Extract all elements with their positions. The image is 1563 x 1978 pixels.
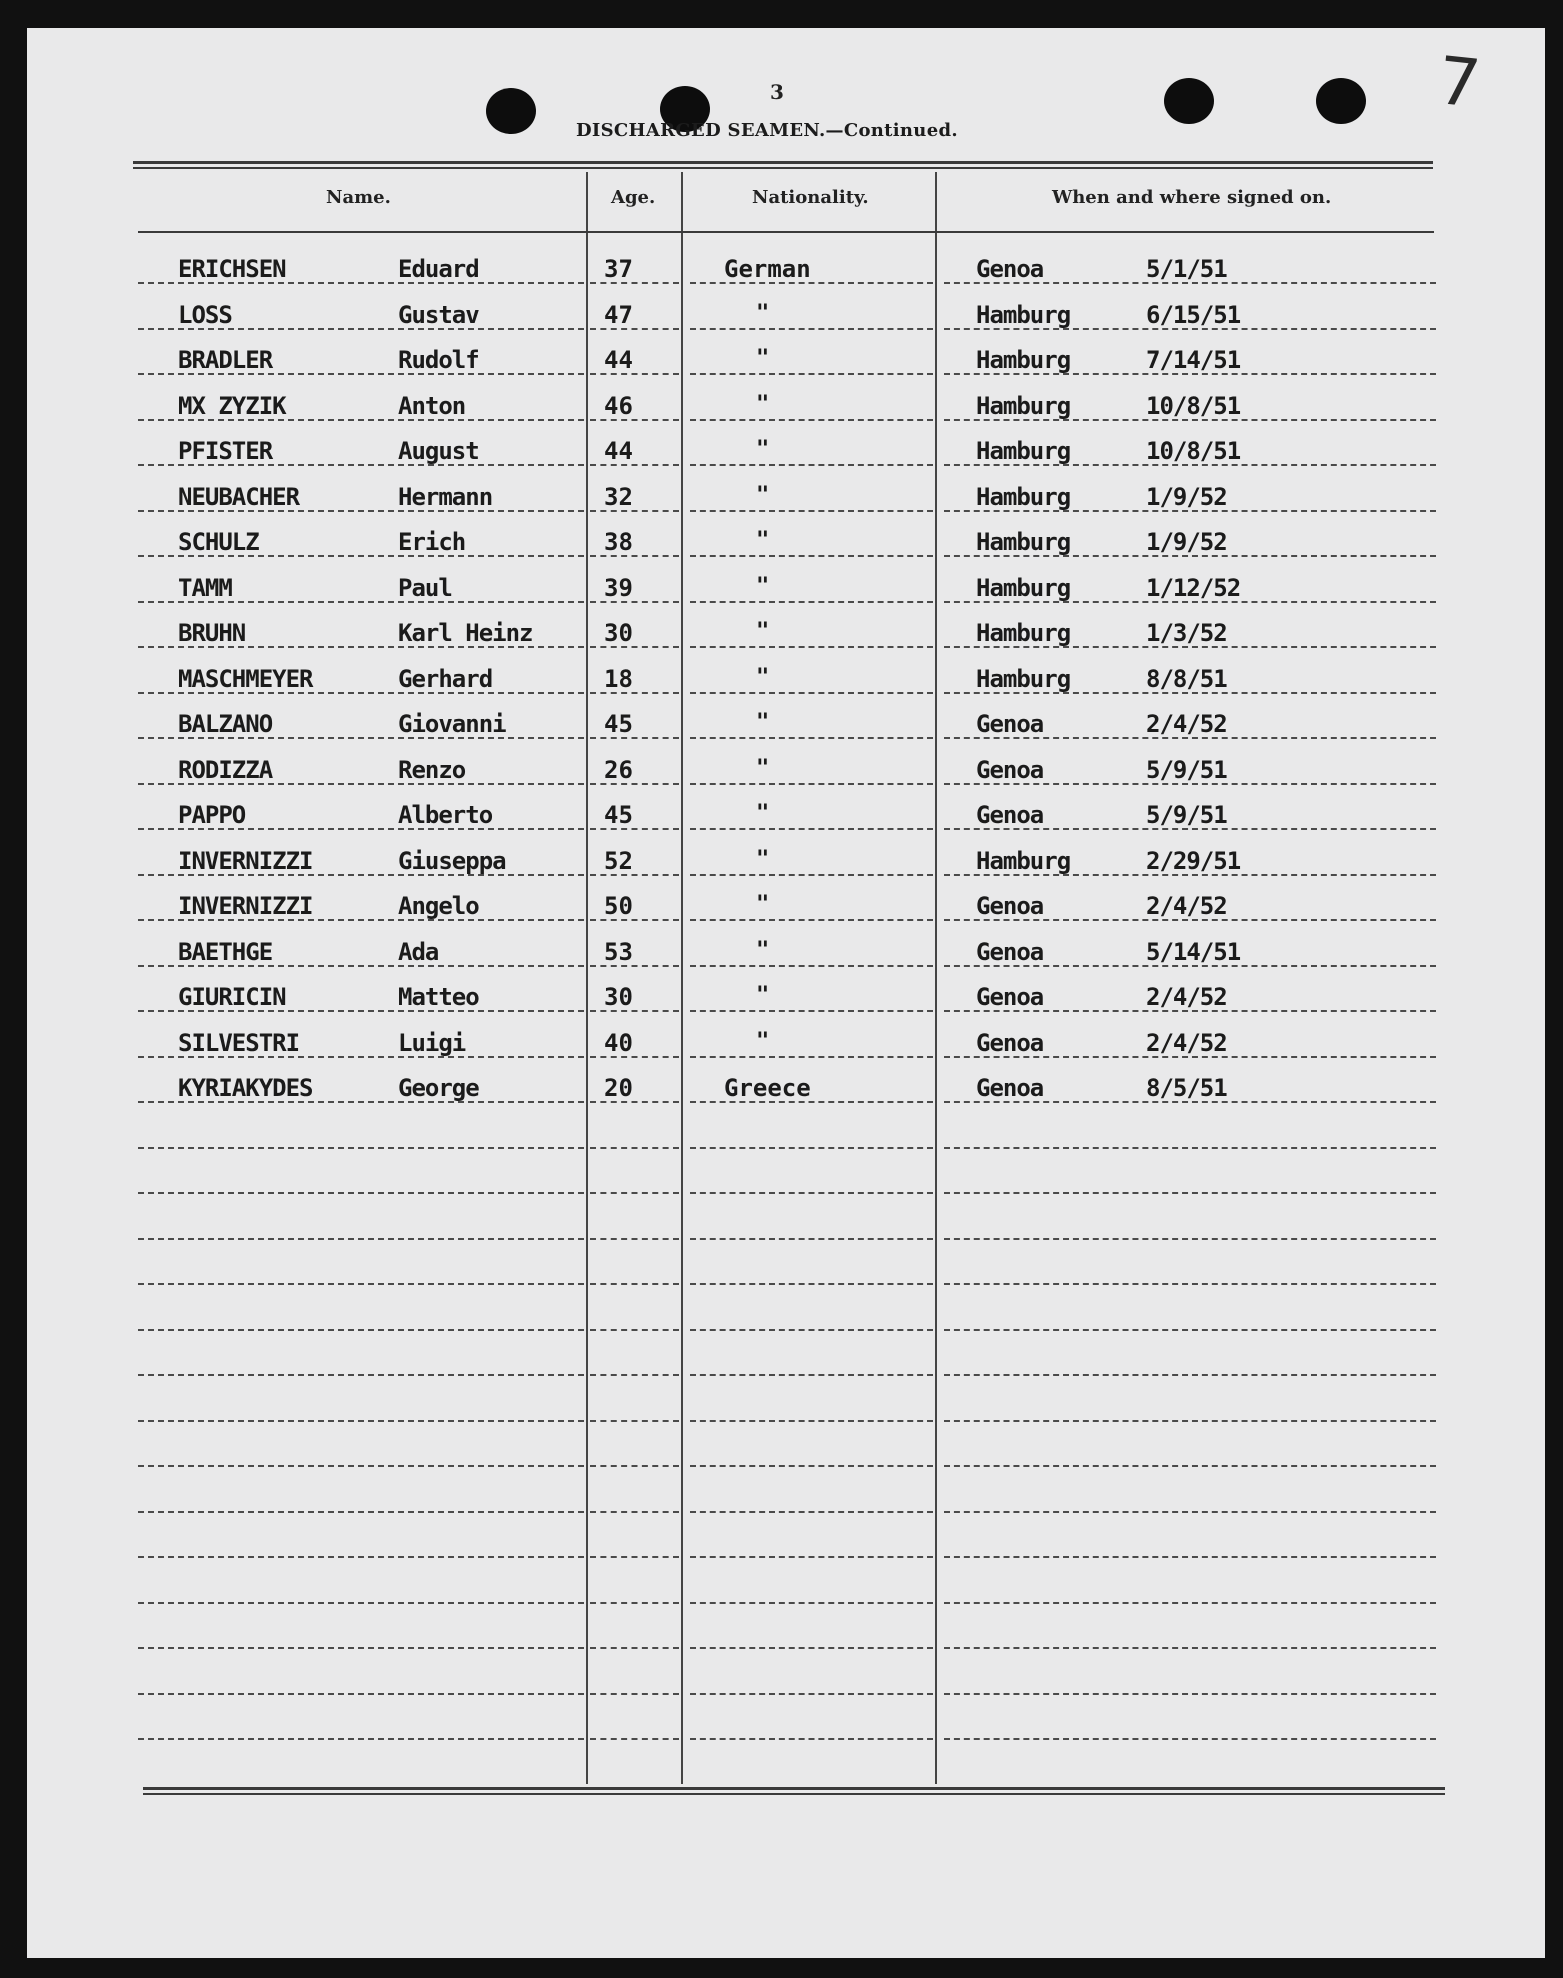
dotted-rule bbox=[138, 1420, 584, 1422]
given-name-cell: Karl Heinz bbox=[398, 619, 533, 647]
date-cell: 8/8/51 bbox=[1146, 665, 1227, 693]
dotted-rule bbox=[690, 1511, 933, 1513]
age-cell: 53 bbox=[604, 938, 633, 966]
table-row bbox=[0, 892, 1563, 936]
dotted-rule bbox=[690, 1192, 933, 1194]
footer-rule bbox=[143, 1787, 1445, 1790]
age-cell: 26 bbox=[604, 756, 633, 784]
table-row bbox=[0, 437, 1563, 481]
dotted-rule bbox=[138, 1238, 584, 1240]
age-cell: 30 bbox=[604, 983, 633, 1011]
given-name-cell: Hermann bbox=[398, 483, 493, 511]
table-row bbox=[0, 756, 1563, 800]
dotted-rule bbox=[690, 282, 933, 284]
age-cell: 47 bbox=[604, 301, 633, 329]
dotted-rule bbox=[138, 965, 584, 967]
given-name-cell: Giovanni bbox=[398, 710, 506, 738]
dotted-rule bbox=[690, 1602, 933, 1604]
date-cell: 5/9/51 bbox=[1146, 801, 1227, 829]
dotted-rule bbox=[944, 919, 1436, 921]
surname-cell: BRUHN bbox=[178, 619, 246, 647]
dotted-rule bbox=[690, 1283, 933, 1285]
date-cell: 2/4/52 bbox=[1146, 983, 1227, 1011]
dotted-rule bbox=[690, 737, 933, 739]
dotted-rule bbox=[944, 1556, 1436, 1558]
nationality-cell: " bbox=[756, 847, 770, 872]
age-cell: 44 bbox=[604, 437, 633, 465]
dotted-rule bbox=[944, 692, 1436, 694]
dotted-rule bbox=[138, 692, 584, 694]
date-cell: 1/9/52 bbox=[1146, 528, 1227, 556]
dotted-rule bbox=[138, 919, 584, 921]
age-cell: 50 bbox=[604, 892, 633, 920]
dotted-rule bbox=[138, 1556, 584, 1558]
dotted-rule bbox=[690, 601, 933, 603]
nationality-cell: " bbox=[756, 301, 770, 326]
dotted-rule bbox=[690, 1465, 933, 1467]
port-cell: Genoa bbox=[976, 801, 1044, 829]
surname-cell: PFISTER bbox=[178, 437, 273, 465]
surname-cell: PAPPO bbox=[178, 801, 246, 829]
dotted-rule bbox=[690, 828, 933, 830]
age-cell: 37 bbox=[604, 255, 633, 283]
dotted-rule bbox=[590, 601, 679, 603]
dotted-rule bbox=[590, 828, 679, 830]
handwritten-page-mark: 7 bbox=[1434, 42, 1484, 123]
given-name-cell: Erich bbox=[398, 528, 466, 556]
given-name-cell: Luigi bbox=[398, 1029, 466, 1057]
dotted-rule bbox=[590, 373, 679, 375]
table-row bbox=[0, 255, 1563, 299]
age-cell: 45 bbox=[604, 710, 633, 738]
dotted-rule bbox=[690, 965, 933, 967]
dotted-rule bbox=[590, 1693, 679, 1695]
given-name-cell: Gerhard bbox=[398, 665, 493, 693]
dotted-rule bbox=[690, 783, 933, 785]
date-cell: 7/14/51 bbox=[1146, 346, 1241, 374]
dotted-rule bbox=[690, 1056, 933, 1058]
given-name-cell: Ada bbox=[398, 938, 439, 966]
nationality-cell: " bbox=[756, 710, 770, 735]
dotted-rule bbox=[138, 1374, 584, 1376]
punch-hole bbox=[1316, 78, 1366, 124]
dotted-rule bbox=[944, 1192, 1436, 1194]
surname-cell: ERICHSEN bbox=[178, 255, 286, 283]
table-row bbox=[0, 983, 1563, 1027]
dotted-rule bbox=[590, 555, 679, 557]
dotted-rule bbox=[944, 328, 1436, 330]
dotted-rule bbox=[944, 1238, 1436, 1240]
age-cell: 40 bbox=[604, 1029, 633, 1057]
dotted-rule bbox=[944, 1647, 1436, 1649]
dotted-rule bbox=[944, 510, 1436, 512]
dotted-rule bbox=[690, 464, 933, 466]
age-cell: 45 bbox=[604, 801, 633, 829]
surname-cell: BAETHGE bbox=[178, 938, 273, 966]
dotted-rule bbox=[690, 555, 933, 557]
dotted-rule bbox=[590, 692, 679, 694]
dotted-rule bbox=[590, 1147, 679, 1149]
dotted-rule bbox=[590, 737, 679, 739]
dotted-rule bbox=[138, 1647, 584, 1649]
dotted-rule bbox=[138, 282, 584, 284]
table-row bbox=[0, 801, 1563, 845]
surname-cell: SCHULZ bbox=[178, 528, 259, 556]
column-header-age: Age. bbox=[611, 187, 656, 208]
dotted-rule bbox=[944, 646, 1436, 648]
dotted-rule bbox=[590, 1465, 679, 1467]
port-cell: Hamburg bbox=[976, 528, 1071, 556]
table-row bbox=[0, 574, 1563, 618]
dotted-rule bbox=[138, 1329, 584, 1331]
dotted-rule bbox=[590, 646, 679, 648]
given-name-cell: Eduard bbox=[398, 255, 479, 283]
age-cell: 20 bbox=[604, 1074, 633, 1102]
dotted-rule bbox=[944, 828, 1436, 830]
dotted-rule bbox=[138, 1101, 584, 1103]
dotted-rule bbox=[944, 1329, 1436, 1331]
dotted-rule bbox=[944, 601, 1436, 603]
dotted-rule bbox=[690, 692, 933, 694]
dotted-rule bbox=[690, 1693, 933, 1695]
column-header-underline bbox=[138, 231, 1434, 233]
port-cell: Hamburg bbox=[976, 346, 1071, 374]
dotted-rule bbox=[944, 1602, 1436, 1604]
age-cell: 38 bbox=[604, 528, 633, 556]
dotted-rule bbox=[590, 1101, 679, 1103]
date-cell: 1/3/52 bbox=[1146, 619, 1227, 647]
nationality-cell: " bbox=[756, 437, 770, 462]
table-row bbox=[0, 1074, 1563, 1118]
port-cell: Hamburg bbox=[976, 392, 1071, 420]
dotted-rule bbox=[690, 1147, 933, 1149]
dotted-rule bbox=[590, 1511, 679, 1513]
dotted-rule bbox=[138, 1465, 584, 1467]
dotted-rule bbox=[590, 783, 679, 785]
date-cell: 5/1/51 bbox=[1146, 255, 1227, 283]
surname-cell: MX ZYZIK bbox=[178, 392, 286, 420]
dotted-rule bbox=[138, 828, 584, 830]
dotted-rule bbox=[590, 1329, 679, 1331]
table-row bbox=[0, 528, 1563, 572]
dotted-rule bbox=[590, 874, 679, 876]
port-cell: Hamburg bbox=[976, 437, 1071, 465]
dotted-rule bbox=[690, 1374, 933, 1376]
nationality-cell: " bbox=[756, 619, 770, 644]
dotted-rule bbox=[690, 1738, 933, 1740]
dotted-rule bbox=[590, 1556, 679, 1558]
dotted-rule bbox=[690, 1556, 933, 1558]
table-row bbox=[0, 392, 1563, 436]
dotted-rule bbox=[944, 783, 1436, 785]
dotted-rule bbox=[138, 555, 584, 557]
dotted-rule bbox=[690, 874, 933, 876]
table-row bbox=[0, 1029, 1563, 1073]
dotted-rule bbox=[138, 1693, 584, 1695]
dotted-rule bbox=[138, 601, 584, 603]
header-rule bbox=[133, 167, 1433, 169]
nationality-cell: " bbox=[756, 392, 770, 417]
dotted-rule bbox=[590, 464, 679, 466]
given-name-cell: Giuseppa bbox=[398, 847, 506, 875]
surname-cell: MASCHMEYER bbox=[178, 665, 313, 693]
dotted-rule bbox=[690, 919, 933, 921]
dotted-rule bbox=[590, 510, 679, 512]
date-cell: 1/12/52 bbox=[1146, 574, 1241, 602]
dotted-rule bbox=[944, 737, 1436, 739]
dotted-rule bbox=[138, 419, 584, 421]
column-header-signed-on: When and where signed on. bbox=[1052, 187, 1332, 208]
dotted-rule bbox=[944, 1693, 1436, 1695]
dotted-rule bbox=[590, 1374, 679, 1376]
surname-cell: LOSS bbox=[178, 301, 232, 329]
port-cell: Hamburg bbox=[976, 483, 1071, 511]
table-row bbox=[0, 346, 1563, 390]
nationality-cell: " bbox=[756, 756, 770, 781]
nationality-cell: German bbox=[724, 255, 811, 283]
dotted-rule bbox=[138, 737, 584, 739]
nationality-cell: " bbox=[756, 1029, 770, 1054]
dotted-rule bbox=[138, 783, 584, 785]
page-title: DISCHARGED SEAMEN.—Continued. bbox=[576, 120, 958, 141]
port-cell: Hamburg bbox=[976, 847, 1071, 875]
age-cell: 46 bbox=[604, 392, 633, 420]
dotted-rule bbox=[944, 874, 1436, 876]
dotted-rule bbox=[944, 555, 1436, 557]
dotted-rule bbox=[944, 1101, 1436, 1103]
dotted-rule bbox=[138, 1738, 584, 1740]
given-name-cell: Renzo bbox=[398, 756, 466, 784]
table-row bbox=[0, 710, 1563, 754]
dotted-rule bbox=[690, 646, 933, 648]
given-name-cell: George bbox=[398, 1074, 479, 1102]
surname-cell: NEUBACHER bbox=[178, 483, 300, 511]
port-cell: Genoa bbox=[976, 255, 1044, 283]
dotted-rule bbox=[138, 1283, 584, 1285]
surname-cell: SILVESTRI bbox=[178, 1029, 300, 1057]
dotted-rule bbox=[138, 510, 584, 512]
column-header-name: Name. bbox=[326, 187, 391, 208]
dotted-rule bbox=[944, 464, 1436, 466]
port-cell: Genoa bbox=[976, 756, 1044, 784]
port-cell: Genoa bbox=[976, 983, 1044, 1011]
table-row bbox=[0, 619, 1563, 663]
punch-hole bbox=[486, 88, 536, 134]
column-header-nationality: Nationality. bbox=[752, 187, 869, 208]
dotted-rule bbox=[590, 1738, 679, 1740]
nationality-cell: " bbox=[756, 665, 770, 690]
dotted-rule bbox=[590, 1238, 679, 1240]
nationality-cell: " bbox=[756, 892, 770, 917]
dotted-rule bbox=[690, 1329, 933, 1331]
age-cell: 30 bbox=[604, 619, 633, 647]
given-name-cell: Gustav bbox=[398, 301, 479, 329]
date-cell: 2/4/52 bbox=[1146, 710, 1227, 738]
table-row bbox=[0, 938, 1563, 982]
dotted-rule bbox=[944, 373, 1436, 375]
date-cell: 1/9/52 bbox=[1146, 483, 1227, 511]
dotted-rule bbox=[944, 1511, 1436, 1513]
dotted-rule bbox=[690, 510, 933, 512]
port-cell: Hamburg bbox=[976, 619, 1071, 647]
dotted-rule bbox=[590, 1283, 679, 1285]
port-cell: Genoa bbox=[976, 1029, 1044, 1057]
given-name-cell: Angelo bbox=[398, 892, 479, 920]
given-name-cell: Anton bbox=[398, 392, 466, 420]
dotted-rule bbox=[690, 328, 933, 330]
surname-cell: BRADLER bbox=[178, 346, 273, 374]
date-cell: 5/14/51 bbox=[1146, 938, 1241, 966]
date-cell: 10/8/51 bbox=[1146, 392, 1241, 420]
port-cell: Genoa bbox=[976, 892, 1044, 920]
surname-cell: GIURICIN bbox=[178, 983, 286, 1011]
age-cell: 18 bbox=[604, 665, 633, 693]
surname-cell: INVERNIZZI bbox=[178, 892, 313, 920]
dotted-rule bbox=[590, 919, 679, 921]
nationality-cell: " bbox=[756, 483, 770, 508]
port-cell: Genoa bbox=[976, 938, 1044, 966]
dotted-rule bbox=[690, 1238, 933, 1240]
dotted-rule bbox=[944, 965, 1436, 967]
table-row bbox=[0, 665, 1563, 709]
given-name-cell: Rudolf bbox=[398, 346, 479, 374]
age-cell: 32 bbox=[604, 483, 633, 511]
given-name-cell: Matteo bbox=[398, 983, 479, 1011]
table-row bbox=[0, 483, 1563, 527]
dotted-rule bbox=[690, 1010, 933, 1012]
dotted-rule bbox=[138, 328, 584, 330]
dotted-rule bbox=[590, 1192, 679, 1194]
dotted-rule bbox=[944, 1374, 1436, 1376]
nationality-cell: " bbox=[756, 801, 770, 826]
dotted-rule bbox=[138, 874, 584, 876]
dotted-rule bbox=[590, 1010, 679, 1012]
surname-cell: TAMM bbox=[178, 574, 232, 602]
dotted-rule bbox=[944, 1738, 1436, 1740]
date-cell: 10/8/51 bbox=[1146, 437, 1241, 465]
dotted-rule bbox=[690, 1647, 933, 1649]
nationality-cell: " bbox=[756, 346, 770, 371]
date-cell: 8/5/51 bbox=[1146, 1074, 1227, 1102]
dotted-rule bbox=[138, 1602, 584, 1604]
table-row bbox=[0, 847, 1563, 891]
port-cell: Hamburg bbox=[976, 301, 1071, 329]
dotted-rule bbox=[590, 1647, 679, 1649]
dotted-rule bbox=[590, 282, 679, 284]
port-cell: Hamburg bbox=[976, 574, 1071, 602]
footer-rule bbox=[143, 1793, 1445, 1795]
dotted-rule bbox=[138, 646, 584, 648]
date-cell: 2/4/52 bbox=[1146, 892, 1227, 920]
date-cell: 2/4/52 bbox=[1146, 1029, 1227, 1057]
nationality-cell: " bbox=[756, 574, 770, 599]
age-cell: 52 bbox=[604, 847, 633, 875]
dotted-rule bbox=[138, 1192, 584, 1194]
date-cell: 6/15/51 bbox=[1146, 301, 1241, 329]
dotted-rule bbox=[944, 1056, 1436, 1058]
nationality-cell: " bbox=[756, 983, 770, 1008]
nationality-cell: Greece bbox=[724, 1074, 811, 1102]
date-cell: 5/9/51 bbox=[1146, 756, 1227, 784]
port-cell: Hamburg bbox=[976, 665, 1071, 693]
age-cell: 44 bbox=[604, 346, 633, 374]
table-row bbox=[0, 301, 1563, 345]
given-name-cell: August bbox=[398, 437, 479, 465]
surname-cell: BALZANO bbox=[178, 710, 273, 738]
dotted-rule bbox=[944, 1147, 1436, 1149]
dotted-rule bbox=[944, 1420, 1436, 1422]
dotted-rule bbox=[138, 464, 584, 466]
dotted-rule bbox=[944, 1465, 1436, 1467]
dotted-rule bbox=[590, 1056, 679, 1058]
punch-hole bbox=[1164, 78, 1214, 124]
dotted-rule bbox=[138, 1010, 584, 1012]
dotted-rule bbox=[690, 373, 933, 375]
dotted-rule bbox=[138, 1056, 584, 1058]
page-number: 3 bbox=[770, 80, 784, 104]
nationality-cell: " bbox=[756, 528, 770, 553]
header-rule bbox=[133, 161, 1433, 164]
given-name-cell: Alberto bbox=[398, 801, 493, 829]
port-cell: Genoa bbox=[976, 710, 1044, 738]
dotted-rule bbox=[690, 1420, 933, 1422]
dotted-rule bbox=[590, 1420, 679, 1422]
dotted-rule bbox=[590, 328, 679, 330]
surname-cell: RODIZZA bbox=[178, 756, 273, 784]
surname-cell: KYRIAKYDES bbox=[178, 1074, 313, 1102]
surname-cell: INVERNIZZI bbox=[178, 847, 313, 875]
dotted-rule bbox=[690, 1101, 933, 1103]
dotted-rule bbox=[138, 1511, 584, 1513]
dotted-rule bbox=[944, 419, 1436, 421]
dotted-rule bbox=[944, 282, 1436, 284]
date-cell: 2/29/51 bbox=[1146, 847, 1241, 875]
dotted-rule bbox=[138, 373, 584, 375]
given-name-cell: Paul bbox=[398, 574, 452, 602]
dotted-rule bbox=[590, 419, 679, 421]
dotted-rule bbox=[590, 1602, 679, 1604]
dotted-rule bbox=[138, 1147, 584, 1149]
dotted-rule bbox=[590, 965, 679, 967]
dotted-rule bbox=[690, 419, 933, 421]
age-cell: 39 bbox=[604, 574, 633, 602]
nationality-cell: " bbox=[756, 938, 770, 963]
dotted-rule bbox=[944, 1283, 1436, 1285]
dotted-rule bbox=[944, 1010, 1436, 1012]
port-cell: Genoa bbox=[976, 1074, 1044, 1102]
